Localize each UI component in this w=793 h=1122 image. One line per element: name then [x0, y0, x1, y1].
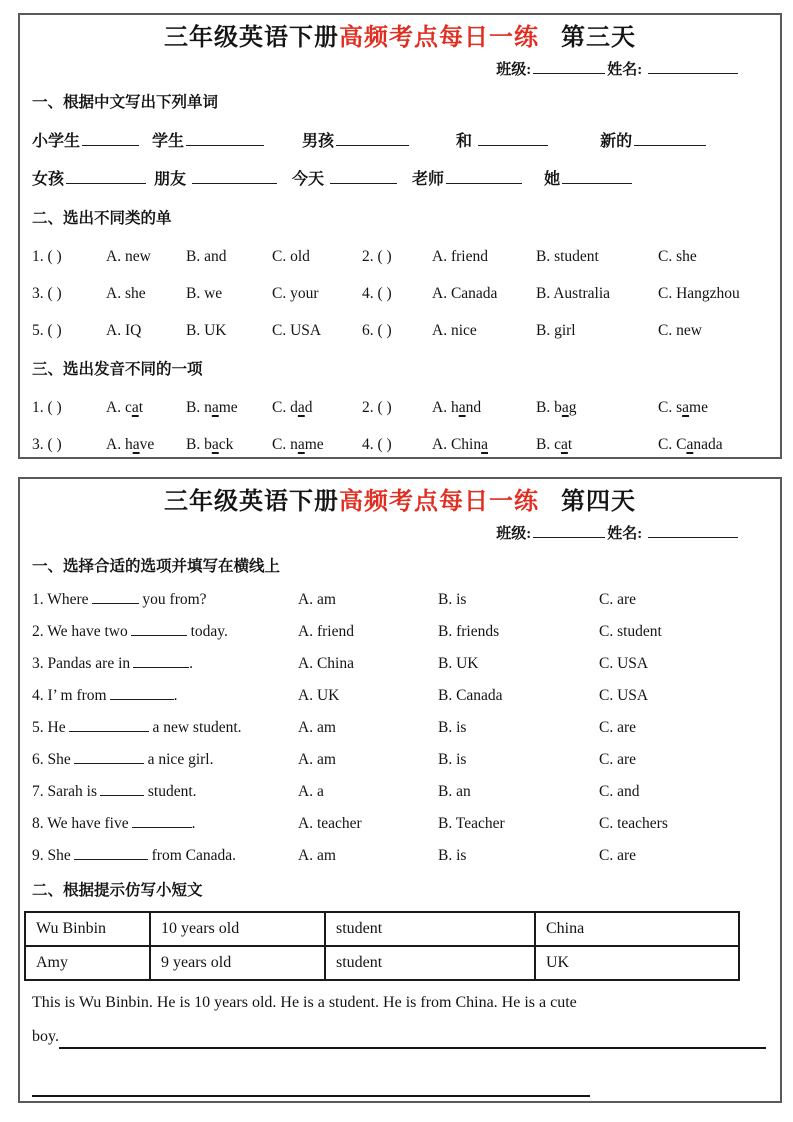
phonics-row	[32, 434, 768, 456]
question-marker: 2. ( )	[362, 399, 392, 416]
option-a: A. am	[298, 591, 336, 608]
option-b: B. back	[186, 436, 234, 453]
option-c: C. USA	[599, 687, 649, 704]
class-label: 班级:	[496, 62, 532, 78]
section1-heading: 一、根据中文写出下列单词	[32, 94, 219, 111]
fill-row	[32, 781, 768, 803]
option-c: C. are	[599, 847, 637, 864]
word-item: 小学生	[32, 131, 139, 153]
word-item: 学生	[152, 131, 264, 153]
title-day: 第三天	[561, 25, 636, 51]
question-stem: 8. We have five .	[32, 815, 196, 832]
question-marker: 4. ( )	[362, 436, 392, 453]
worksheet-day3	[18, 13, 782, 459]
answer-blank	[133, 654, 189, 668]
question-stem: 3. Pandas are in .	[32, 655, 194, 672]
title-part1: 三年级英语下册	[164, 489, 339, 515]
cell-age: 10 years old	[150, 912, 325, 946]
option-b: B. UK	[438, 655, 479, 672]
name-blank	[648, 60, 738, 74]
option-c: C. teachers	[599, 815, 668, 832]
option-c: C. dad	[272, 399, 313, 416]
cell-age: 9 years old	[150, 946, 325, 980]
word-blank	[478, 132, 548, 146]
option-c: C. are	[599, 751, 637, 768]
section2-heading: 二、根据提示仿写小短文	[32, 882, 203, 899]
option-c: C. and	[599, 783, 640, 800]
question-stem: 5. He a new student.	[32, 719, 242, 736]
word-item: 男孩	[302, 131, 409, 153]
option-b: B. and	[186, 248, 227, 265]
question-marker: 5. ( )	[32, 322, 62, 339]
phonics-row	[32, 397, 768, 419]
question-marker: 3. ( )	[32, 285, 62, 302]
title-highlight: 高频考点每日一练	[339, 489, 539, 515]
title-day: 第四天	[561, 489, 636, 515]
fill-row	[32, 685, 768, 707]
option-c: C. are	[599, 719, 637, 736]
option-b: B. is	[438, 847, 467, 864]
choice-row	[32, 246, 768, 268]
fill-row	[32, 717, 768, 739]
option-b: B. Teacher	[438, 815, 505, 832]
word-blank	[186, 132, 264, 146]
question-marker: 1. ( )	[32, 248, 62, 265]
option-b: B. UK	[186, 322, 227, 339]
writing-line	[59, 1027, 766, 1049]
writing-line	[32, 1075, 590, 1097]
prompt-table	[24, 911, 740, 981]
fill-row	[32, 621, 768, 643]
title-highlight: 高频考点每日一练	[339, 25, 539, 51]
option-b: B. student	[536, 248, 599, 265]
choice-row	[32, 283, 768, 305]
word-blank	[82, 132, 139, 146]
word-row-2	[32, 169, 768, 191]
option-b: B. an	[438, 783, 471, 800]
option-b: B. bag	[536, 399, 577, 416]
answer-blank	[74, 750, 144, 764]
option-c: C. Canada	[658, 436, 723, 453]
essay-line2	[32, 1025, 768, 1049]
answer-blank	[131, 622, 187, 636]
name-label: 姓名:	[607, 526, 643, 542]
option-c: C. your	[272, 285, 319, 302]
class-label: 班级:	[496, 526, 532, 542]
word-row-1	[32, 131, 768, 153]
option-b: B. cat	[536, 436, 573, 453]
question-marker: 2. ( )	[362, 248, 392, 265]
word-item: 她	[544, 169, 632, 191]
fill-row	[32, 589, 768, 611]
option-c: C. USA	[272, 322, 322, 339]
option-b: B. is	[438, 591, 467, 608]
question-stem: 7. Sarah is student.	[32, 783, 197, 800]
section1-heading: 一、选择合适的选项并填写在横线上	[32, 558, 281, 575]
answer-blank	[132, 814, 192, 828]
question-stem: 4. I’ m from .	[32, 687, 178, 704]
option-a: A. nice	[432, 322, 477, 339]
option-c: C. Hangzhou	[658, 285, 740, 302]
option-c: C. name	[272, 436, 324, 453]
option-a: A. cat	[106, 399, 144, 416]
option-b: B. girl	[536, 322, 576, 339]
cell-country: China	[535, 912, 739, 946]
option-a: A. am	[298, 719, 336, 736]
option-b: B. is	[438, 719, 467, 736]
class-name-line	[32, 523, 740, 545]
option-b: B. friends	[438, 623, 500, 640]
section3-heading: 三、选出发音不同的一项	[32, 361, 203, 378]
option-a: A. Canada	[432, 285, 498, 302]
table-row	[25, 946, 739, 980]
option-a: A. a	[298, 783, 324, 800]
word-item: 朋友	[154, 169, 277, 191]
worksheet-day4	[18, 477, 782, 1103]
title-part1: 三年级英语下册	[164, 25, 339, 51]
class-blank	[533, 60, 605, 74]
option-a: A. new	[106, 248, 151, 265]
option-a: A. am	[298, 847, 336, 864]
option-c: C. she	[658, 248, 697, 265]
word-blank	[336, 132, 409, 146]
answer-blank	[100, 782, 144, 796]
option-a: A. am	[298, 751, 336, 768]
essay-example	[32, 991, 768, 1097]
word-item: 老师	[412, 169, 522, 191]
cell-name: Amy	[25, 946, 150, 980]
name-blank	[648, 524, 738, 538]
option-c: C. old	[272, 248, 310, 265]
cell-role: student	[325, 946, 535, 980]
option-a: A. she	[106, 285, 146, 302]
word-item: 今天	[292, 169, 397, 191]
word-blank	[66, 170, 146, 184]
question-marker: 1. ( )	[32, 399, 62, 416]
cell-country: UK	[535, 946, 739, 980]
answer-blank	[110, 686, 174, 700]
option-b: B. Australia	[536, 285, 611, 302]
option-a: A. hand	[432, 399, 482, 416]
question-marker: 6. ( )	[362, 322, 392, 339]
class-name-line	[32, 59, 740, 81]
table-row	[25, 912, 739, 946]
question-marker: 3. ( )	[32, 436, 62, 453]
option-b: B. Canada	[438, 687, 503, 704]
answer-blank	[74, 846, 148, 860]
question-stem: 9. She from Canada.	[32, 847, 236, 864]
name-label: 姓名:	[607, 62, 643, 78]
question-stem: 6. She a nice girl.	[32, 751, 214, 768]
answer-blank	[69, 718, 149, 732]
option-a: A. have	[106, 436, 155, 453]
cell-name: Wu Binbin	[25, 912, 150, 946]
question-stem: 2. We have two today.	[32, 623, 228, 640]
word-item: 新的	[600, 131, 706, 153]
option-b: B. name	[186, 399, 238, 416]
option-c: C. USA	[599, 655, 649, 672]
option-c: C. same	[658, 399, 708, 416]
essay-line1: This is Wu Binbin. He is 10 years old. He is a student. He is from China. He is a cute	[32, 994, 577, 1011]
essay-line2-text: boy.	[32, 1028, 59, 1045]
section2-heading: 二、选出不同类的单	[32, 210, 172, 227]
option-a: A. friend	[298, 623, 354, 640]
word-blank	[634, 132, 706, 146]
option-a: A. IQ	[106, 322, 142, 339]
option-c: C. are	[599, 591, 637, 608]
question-marker: 4. ( )	[362, 285, 392, 302]
fill-row	[32, 749, 768, 771]
option-b: B. we	[186, 285, 223, 302]
option-a: A. China	[298, 655, 354, 672]
option-b: B. is	[438, 751, 467, 768]
fill-row	[32, 813, 768, 835]
option-c: C. new	[658, 322, 702, 339]
word-blank	[562, 170, 632, 184]
worksheet-title	[32, 21, 768, 55]
word-blank	[330, 170, 397, 184]
fill-row	[32, 845, 768, 867]
option-c: C. student	[599, 623, 662, 640]
option-a: A. friend	[432, 248, 488, 265]
option-a: A. UK	[298, 687, 340, 704]
word-blank	[192, 170, 277, 184]
choice-row	[32, 320, 768, 342]
cell-role: student	[325, 912, 535, 946]
fill-row	[32, 653, 768, 675]
option-a: A. teacher	[298, 815, 362, 832]
class-blank	[533, 524, 605, 538]
question-stem: 1. Where you from?	[32, 591, 207, 608]
worksheet-title	[32, 485, 768, 519]
option-a: A. China	[432, 436, 488, 453]
word-blank	[446, 170, 522, 184]
answer-blank	[92, 590, 139, 604]
word-item: 女孩	[32, 169, 146, 191]
word-item: 和	[456, 131, 548, 153]
